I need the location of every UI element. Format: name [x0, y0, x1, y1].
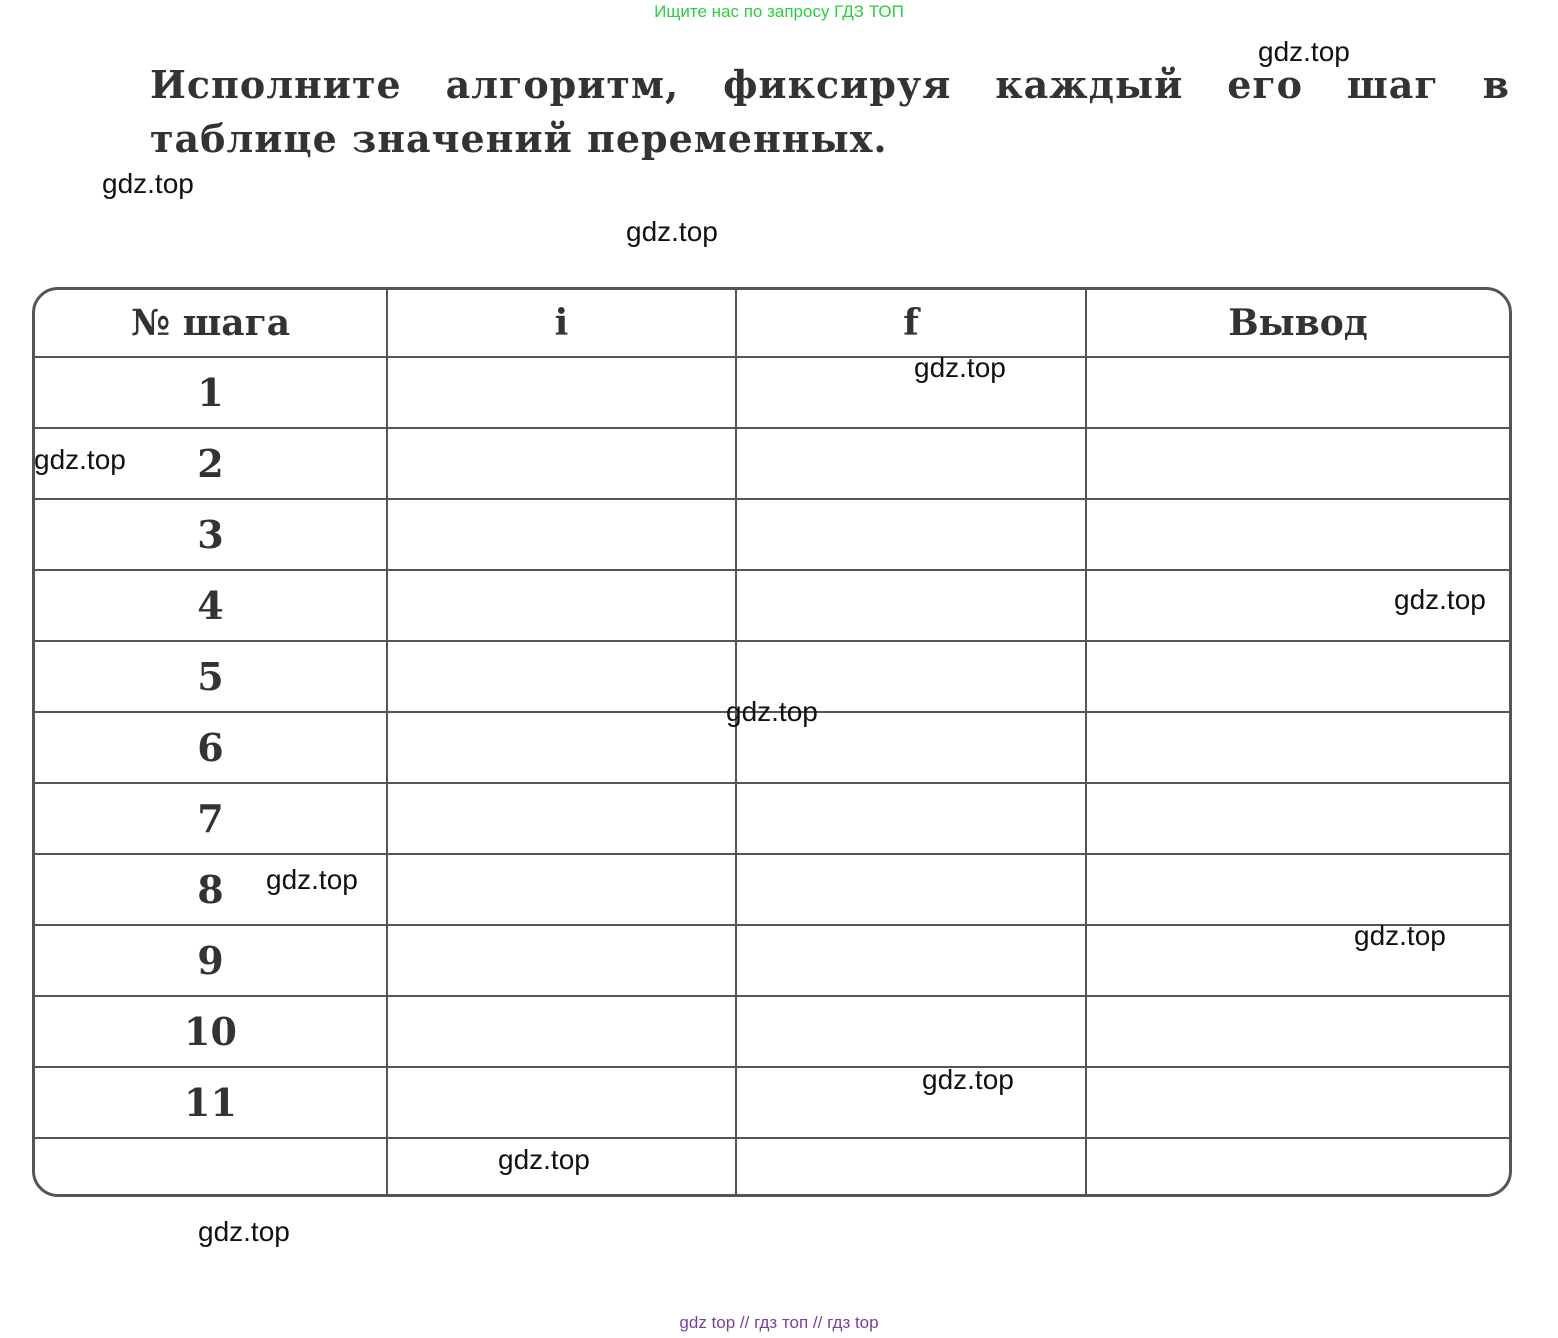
bottom-banner: gdz top // гдз топ // гдз top	[679, 1313, 879, 1332]
watermark: gdz.top	[914, 352, 1006, 383]
header-f: f	[736, 290, 1086, 357]
step-number-cell: 1	[35, 357, 387, 428]
i-cell	[387, 712, 736, 783]
table-row	[35, 783, 1509, 854]
table-row	[35, 925, 1509, 996]
i-cell	[387, 570, 736, 641]
output-cell	[1086, 783, 1509, 854]
table-row	[35, 854, 1509, 925]
output-cell	[1086, 357, 1509, 428]
step-number-cell	[35, 1138, 387, 1197]
step-number-cell: 11	[35, 1067, 387, 1138]
f-cell	[736, 925, 1086, 996]
watermark: gdz.top	[1258, 36, 1350, 67]
f-cell	[736, 854, 1086, 925]
step-table-frame	[32, 287, 1512, 1197]
table-row	[35, 1138, 1509, 1197]
watermark: gdz.top	[626, 216, 718, 247]
watermark: gdz.top	[1354, 920, 1446, 951]
table-row	[35, 1067, 1509, 1138]
watermark: gdz.top	[498, 1144, 590, 1175]
i-cell	[387, 641, 736, 712]
output-cell	[1086, 428, 1509, 499]
f-cell	[736, 783, 1086, 854]
table-row	[35, 499, 1509, 570]
header-output: Вывод	[1086, 290, 1509, 357]
variables-table	[35, 290, 1509, 1197]
step-number-cell: 4	[35, 570, 387, 641]
f-cell	[736, 357, 1086, 428]
task-text: Исполните алгоритм, фиксируя каждый его шаг в таблице значений переменных.	[150, 62, 1510, 161]
step-number-cell: 10	[35, 996, 387, 1067]
table-header-row	[35, 290, 1509, 357]
step-number-cell: 2	[35, 428, 387, 499]
table-row	[35, 357, 1509, 428]
i-cell	[387, 499, 736, 570]
i-cell	[387, 1067, 736, 1138]
i-cell	[387, 783, 736, 854]
output-cell	[1086, 499, 1509, 570]
step-number-cell: 6	[35, 712, 387, 783]
top-banner: Ищите нас по запросу ГДЗ ТОП	[654, 2, 904, 21]
f-cell	[736, 428, 1086, 499]
f-cell	[736, 570, 1086, 641]
step-number-cell: 7	[35, 783, 387, 854]
table-row	[35, 996, 1509, 1067]
table-row	[35, 428, 1509, 499]
i-cell	[387, 357, 736, 428]
watermark: gdz.top	[34, 444, 126, 475]
i-cell	[387, 428, 736, 499]
output-cell	[1086, 854, 1509, 925]
i-cell	[387, 925, 736, 996]
i-cell	[387, 854, 736, 925]
step-number-cell: 9	[35, 925, 387, 996]
step-number-cell: 8	[35, 854, 387, 925]
output-cell	[1086, 1067, 1509, 1138]
f-cell	[736, 499, 1086, 570]
watermark: gdz.top	[922, 1064, 1014, 1095]
watermark: gdz.top	[266, 864, 358, 895]
watermark: gdz.top	[1394, 584, 1486, 615]
output-cell	[1086, 712, 1509, 783]
i-cell	[387, 996, 736, 1067]
header-i: i	[387, 290, 736, 357]
watermark: gdz.top	[726, 696, 818, 727]
output-cell	[1086, 996, 1509, 1067]
f-cell	[736, 1138, 1086, 1197]
watermark: gdz.top	[198, 1216, 290, 1247]
output-cell	[1086, 641, 1509, 712]
step-number-cell: 3	[35, 499, 387, 570]
step-number-cell: 5	[35, 641, 387, 712]
table-row	[35, 570, 1509, 641]
header-step-number: № шага	[35, 290, 387, 357]
f-cell	[736, 996, 1086, 1067]
watermark: gdz.top	[102, 168, 194, 199]
output-cell	[1086, 1138, 1509, 1197]
f-cell	[736, 1067, 1086, 1138]
